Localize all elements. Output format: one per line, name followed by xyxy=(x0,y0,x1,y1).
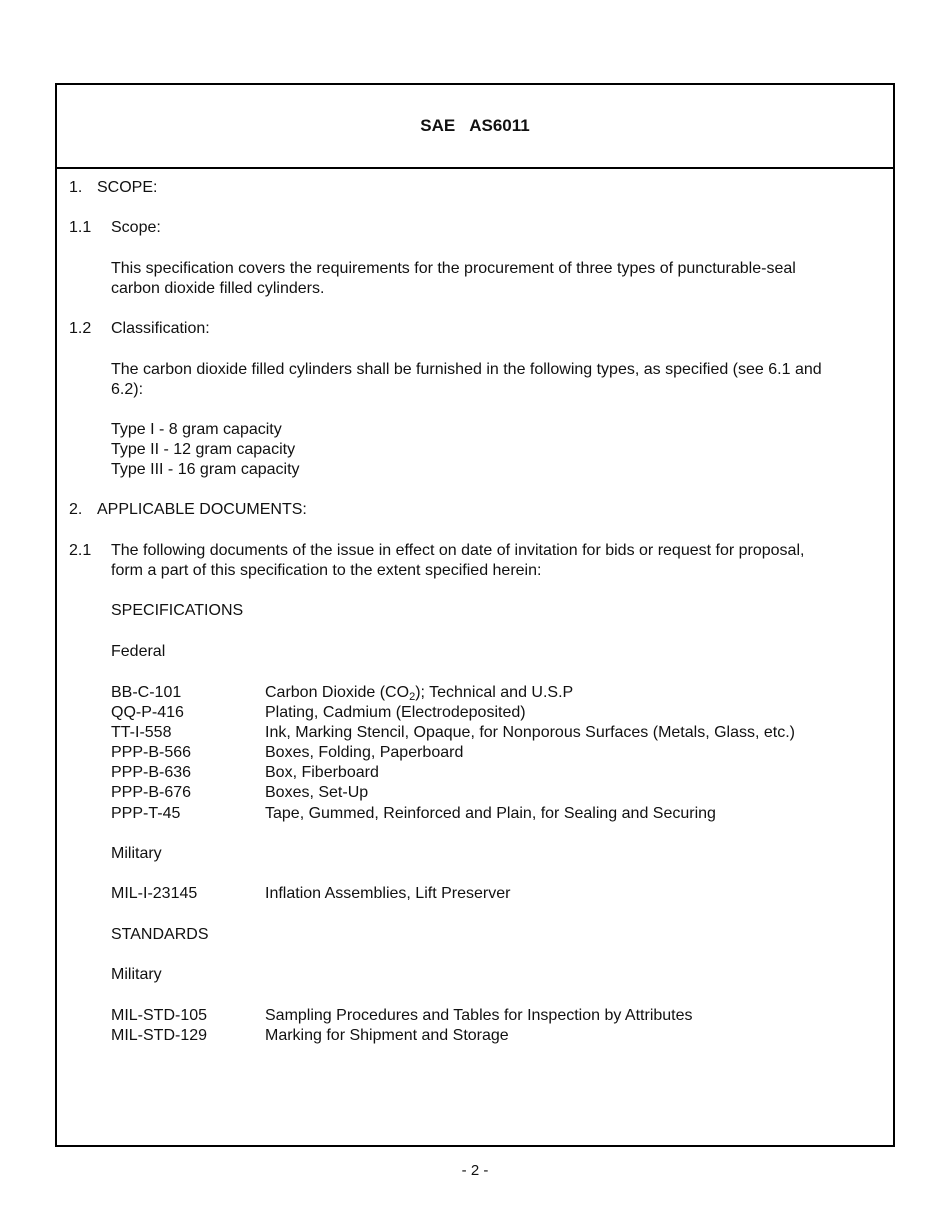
scope-paragraph-line: This specification covers the requirements for the procurement of three types of puncturable-seal xyxy=(111,260,796,277)
standard-title: Sampling Procedures and Tables for Inspection by Attributes xyxy=(265,1007,693,1024)
spec-id: BB-C-101 xyxy=(111,684,182,701)
type-item: Type II - 12 gram capacity xyxy=(111,441,296,458)
section-2-1-number: 2.1 xyxy=(69,542,92,559)
section-2-number: 2. xyxy=(69,501,83,518)
spec-id: PPP-B-676 xyxy=(111,784,192,801)
documents-paragraph-line: The following documents of the issue in effect on date of invitation for bids or request for proposal, xyxy=(111,542,805,559)
specifications-heading: SPECIFICATIONS xyxy=(111,602,244,619)
section-1-1-title: Scope: xyxy=(111,219,161,236)
type-item: Type III - 16 gram capacity xyxy=(111,461,300,478)
spec-title: Boxes, Set-Up xyxy=(265,784,369,801)
spec-title: Tape, Gummed, Reinforced and Plain, for Sealing and Securing xyxy=(265,805,716,822)
section-1-number: 1. xyxy=(69,179,83,196)
standard-id: MIL-STD-105 xyxy=(111,1007,208,1024)
document-header xyxy=(57,85,893,169)
classification-paragraph-line: 6.2): xyxy=(111,381,144,398)
spec-title: Plating, Cadmium (Electrodeposited) xyxy=(265,704,526,721)
scope-paragraph-line: carbon dioxide filled cylinders. xyxy=(111,280,325,297)
page-number: - 2 - xyxy=(461,1162,489,1179)
type-item: Type I - 8 gram capacity xyxy=(111,421,282,438)
spec-id: PPP-B-566 xyxy=(111,744,192,761)
section-2-title: APPLICABLE DOCUMENTS: xyxy=(97,501,307,518)
standards-heading: STANDARDS xyxy=(111,926,209,943)
documents-paragraph-line: form a part of this specification to the extent specified herein: xyxy=(111,562,542,579)
header-doc-number: AS6011 xyxy=(469,116,530,135)
section-1-title: SCOPE: xyxy=(97,179,158,196)
spec-id: MIL-I-23145 xyxy=(111,885,198,902)
header-org: SAE xyxy=(420,116,456,135)
spec-title: Boxes, Folding, Paperboard xyxy=(265,744,464,761)
federal-heading: Federal xyxy=(111,643,166,660)
spec-id: PPP-T-45 xyxy=(111,805,181,822)
section-1-2-title: Classification: xyxy=(111,320,210,337)
standards-military-heading: Military xyxy=(111,966,162,983)
military-heading: Military xyxy=(111,845,162,862)
standard-id: MIL-STD-129 xyxy=(111,1027,208,1044)
spec-id: TT-I-558 xyxy=(111,724,172,741)
spec-title: Carbon Dioxide $(CO_2)$; Technical and U.S.P xyxy=(265,684,574,703)
classification-paragraph-line: The carbon dioxide filled cylinders shall be furnished in the following types, as specified (see 6.1 and xyxy=(111,361,822,378)
section-1-1-number: 1.1 xyxy=(69,219,92,236)
spec-title: Ink, Marking Stencil, Opaque, for Nonporous Surfaces (Metals, Glass, etc.) xyxy=(265,724,795,741)
spec-id: QQ-P-416 xyxy=(111,704,184,721)
spec-id: PPP-B-636 xyxy=(111,764,192,781)
standard-title: Marking for Shipment and Storage xyxy=(265,1027,509,1044)
spec-title: Inflation Assemblies, Lift Preserver xyxy=(265,885,511,902)
spec-title: Box, Fiberboard xyxy=(265,764,379,781)
section-1-2-number: 1.2 xyxy=(69,320,92,337)
